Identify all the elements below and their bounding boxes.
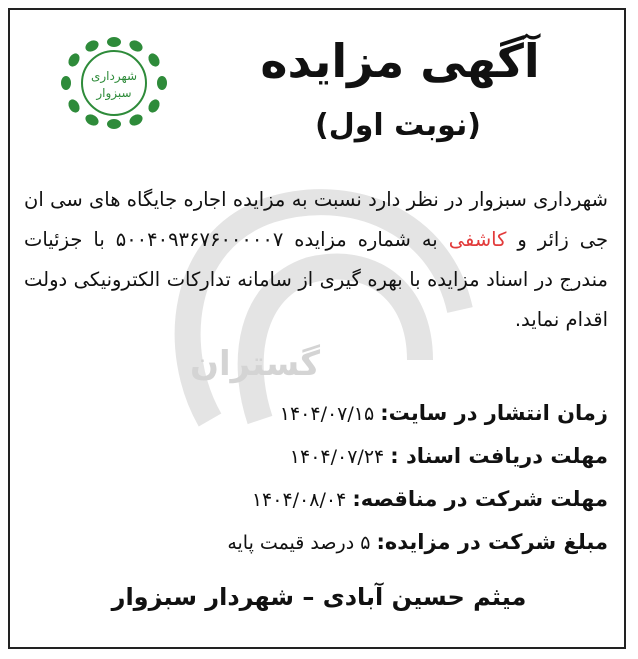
watermark-text: گستران	[190, 344, 321, 384]
detail-value: ۵ درصد قیمت پایه	[227, 532, 371, 554]
body-text-accent: کاشفی	[448, 228, 507, 251]
notice-subtitle: (نوبت اول)	[315, 108, 481, 143]
logo-text-line1: شهرداری	[90, 69, 138, 83]
detail-row-participation-deadline	[24, 478, 608, 521]
body-text-part2: به شماره مزایده ۵۰۰۴۰۹۳۶۷۶۰۰۰۰۰۷ با جزئیات مندرج در اسناد مزایده با بهره گیری از سامانه تدارکات الکترونیکی دولت اقدام نماید.	[24, 228, 608, 331]
detail-value: ۱۴۰۴/۰۷/۲۴	[289, 446, 385, 468]
detail-value: ۱۴۰۴/۰۸/۰۴	[251, 489, 347, 511]
detail-label: مبلغ شرکت در مزایده:	[376, 530, 608, 554]
detail-row-document-deadline	[24, 435, 608, 478]
detail-label: مهلت دریافت اسناد :	[390, 444, 608, 468]
municipality-logo	[44, 30, 184, 136]
logo-text-line2: سبزوار	[96, 86, 132, 100]
signature: میثم حسین آبادی – شهردار سبزوار	[111, 583, 527, 611]
detail-row-participation-amount	[24, 521, 608, 564]
detail-value: ۱۴۰۴/۰۷/۱۵	[279, 403, 375, 425]
detail-row-publish-date	[24, 392, 608, 435]
body-text-part1: شهرداری سبزوار در نظر دارد نسبت به مزایده اجاره جایگاه های سی ان جی زائر و	[24, 188, 609, 251]
detail-label: مهلت شرکت در مناقصه:	[352, 487, 608, 511]
notice-title: آگهی مزایده	[260, 34, 540, 88]
details-list	[24, 392, 608, 564]
detail-label: زمان انتشار در سایت:	[380, 401, 608, 425]
notice-body	[24, 180, 608, 340]
